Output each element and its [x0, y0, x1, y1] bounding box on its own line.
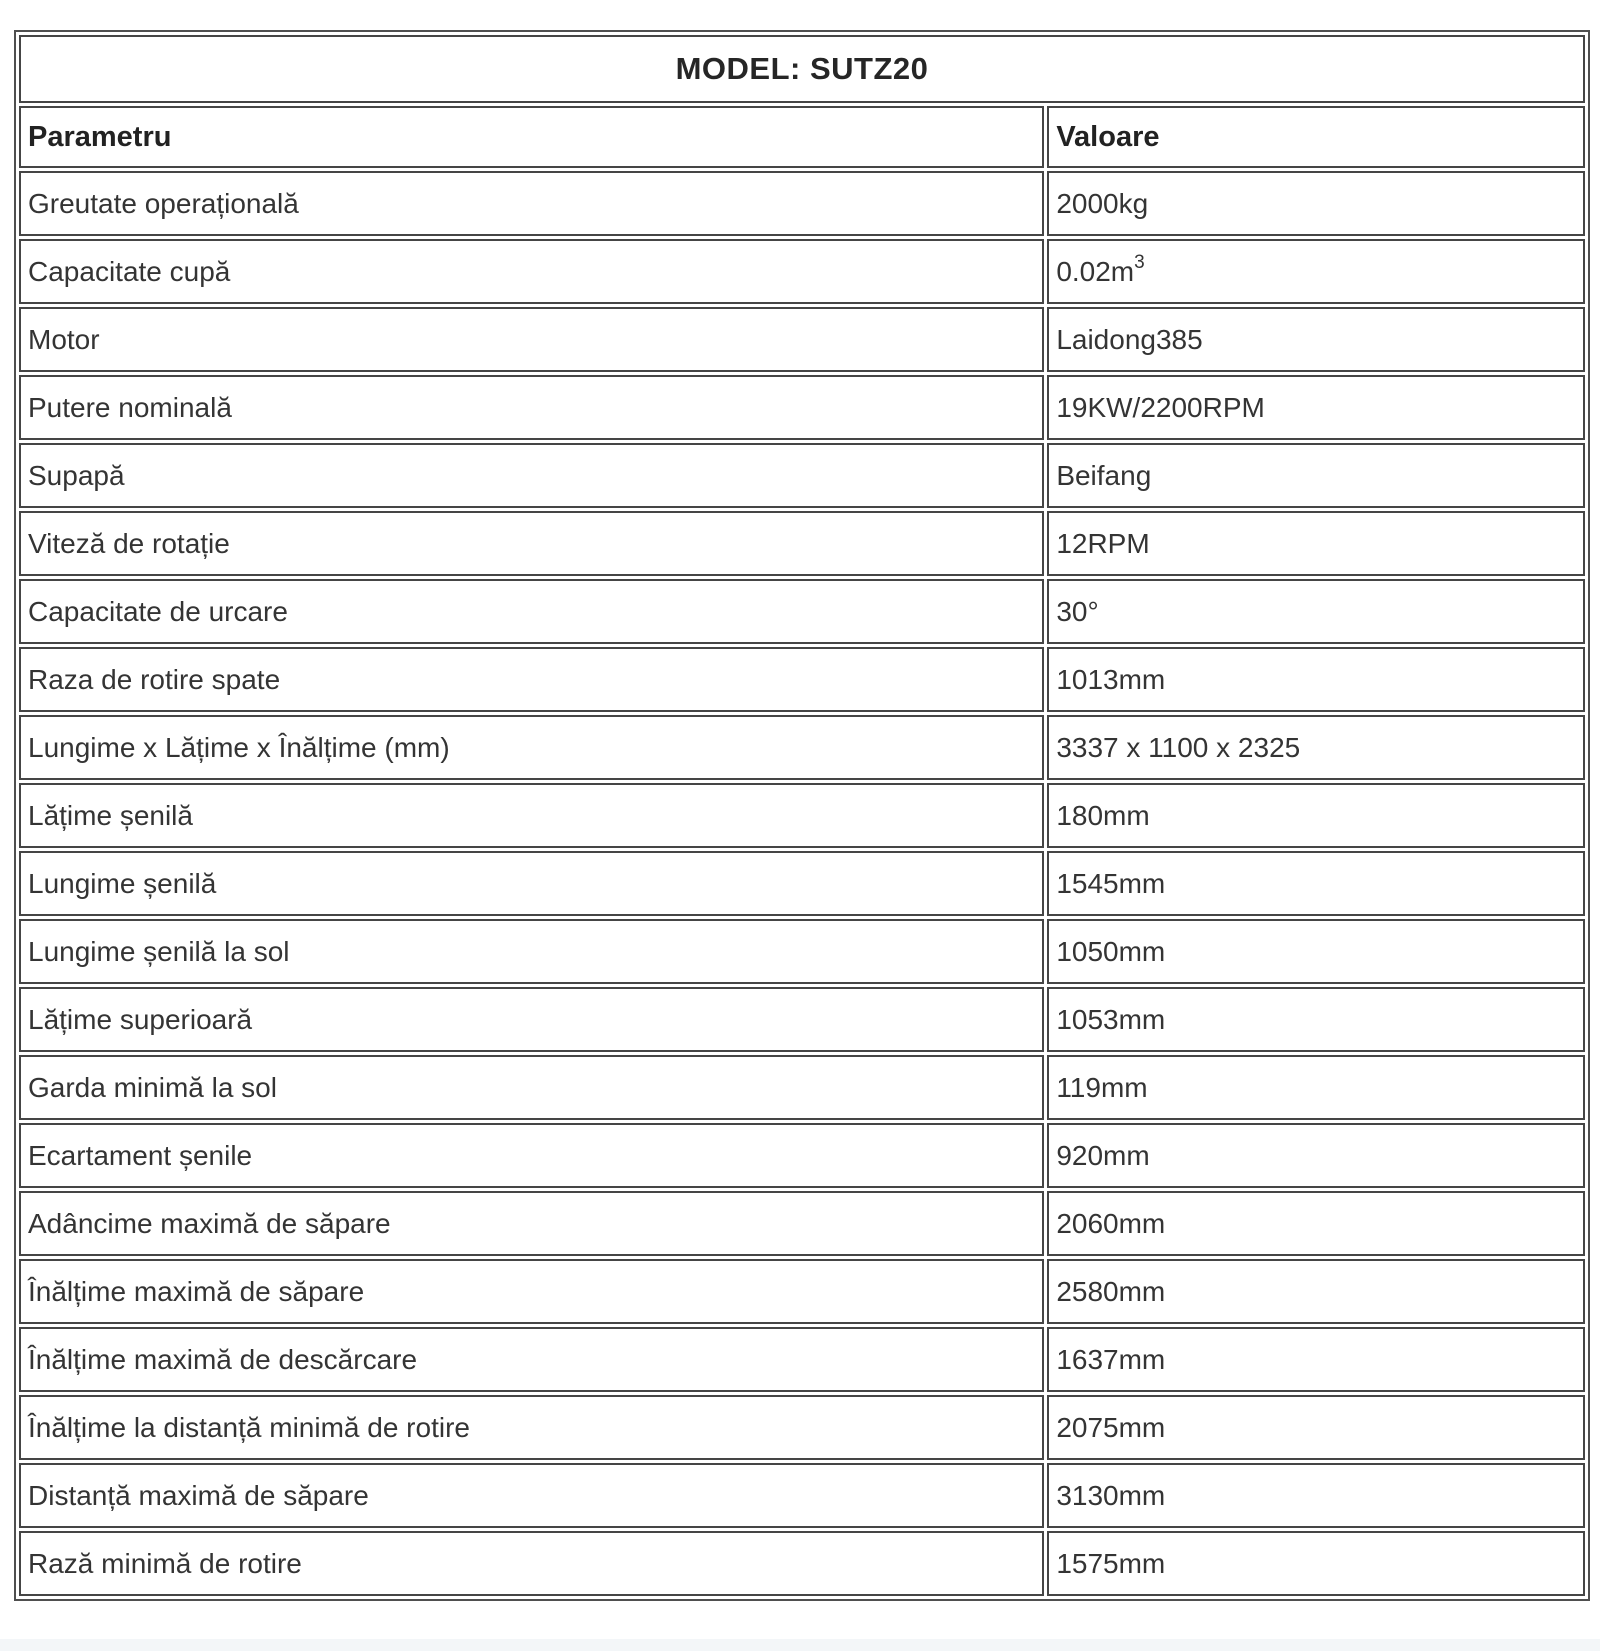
value-text: 2580mm [1056, 1275, 1166, 1307]
value-text: 1050mm [1056, 935, 1166, 967]
param-cell: Distanță maximă de săpare [19, 1463, 1044, 1528]
value-text: 12RPM [1056, 527, 1150, 559]
table-row [19, 1123, 1585, 1188]
table-row [19, 375, 1585, 440]
value-text: 3337 x 1100 x 2325 [1056, 731, 1301, 763]
spec-table [14, 30, 1590, 1601]
value-text: 2060mm [1056, 1207, 1166, 1239]
value-text: 1575mm [1056, 1547, 1166, 1579]
value-cell [1047, 783, 1585, 848]
table-row [19, 1259, 1585, 1324]
table-row [19, 1055, 1585, 1120]
value-cell [1047, 851, 1585, 916]
value-text: 0.02m [1056, 255, 1135, 287]
param-cell: Greutate operațională [19, 171, 1044, 236]
value-text: 19KW/2200RPM [1056, 391, 1265, 423]
value-text: 1545mm [1056, 867, 1166, 899]
value-cell [1047, 1463, 1585, 1528]
value-cell [1047, 715, 1585, 780]
value-cell [1047, 1055, 1585, 1120]
value-superscript: 3 [1134, 252, 1145, 274]
table-row [19, 443, 1585, 508]
value-cell [1047, 1191, 1585, 1256]
param-cell: Înălțime maximă de descărcare [19, 1327, 1044, 1392]
param-cell: Putere nominală [19, 375, 1044, 440]
table-row [19, 987, 1585, 1052]
value-text: 3130mm [1056, 1479, 1166, 1511]
value-text: 1053mm [1056, 1003, 1166, 1035]
value-text: 30° [1056, 595, 1099, 627]
table-row [19, 1463, 1585, 1528]
table-title: MODEL: SUTZ20 [19, 35, 1585, 103]
table-row [19, 919, 1585, 984]
table-row [19, 647, 1585, 712]
column-header-parametru: Parametru [19, 106, 1044, 168]
title-row [19, 35, 1585, 103]
table-row [19, 171, 1585, 236]
value-cell [1047, 239, 1585, 304]
value-text: 1637mm [1056, 1343, 1166, 1375]
column-header-valoare: Valoare [1047, 106, 1585, 168]
value-cell [1047, 443, 1585, 508]
param-cell: Înălțime maximă de săpare [19, 1259, 1044, 1324]
param-cell: Supapă [19, 443, 1044, 508]
table-row [19, 579, 1585, 644]
column-header-row [19, 106, 1585, 168]
param-cell: Lungime șenilă [19, 851, 1044, 916]
bottom-strip [0, 1639, 1600, 1651]
param-cell: Motor [19, 307, 1044, 372]
value-text: 2000kg [1056, 187, 1149, 219]
value-cell [1047, 1531, 1585, 1596]
table-row [19, 307, 1585, 372]
value-cell [1047, 1327, 1585, 1392]
param-cell: Lățime superioară [19, 987, 1044, 1052]
spec-table-body [19, 171, 1585, 1596]
value-text: Beifang [1056, 459, 1152, 491]
param-cell: Viteză de rotație [19, 511, 1044, 576]
table-row [19, 1327, 1585, 1392]
value-cell [1047, 307, 1585, 372]
value-text: 1013mm [1056, 663, 1166, 695]
value-text: 920mm [1056, 1139, 1150, 1171]
table-row [19, 783, 1585, 848]
value-cell [1047, 375, 1585, 440]
value-text: 180mm [1056, 799, 1150, 831]
value-cell [1047, 579, 1585, 644]
value-cell [1047, 1259, 1585, 1324]
param-cell: Ecartament șenile [19, 1123, 1044, 1188]
value-cell [1047, 919, 1585, 984]
table-row [19, 715, 1585, 780]
value-text: 2075mm [1056, 1411, 1166, 1443]
table-row [19, 511, 1585, 576]
value-cell [1047, 1123, 1585, 1188]
value-cell [1047, 511, 1585, 576]
param-cell: Capacitate cupă [19, 239, 1044, 304]
value-cell [1047, 987, 1585, 1052]
value-text: Laidong385 [1056, 323, 1203, 355]
param-cell: Înălțime la distanță minimă de rotire [19, 1395, 1044, 1460]
value-cell [1047, 171, 1585, 236]
param-cell: Capacitate de urcare [19, 579, 1044, 644]
param-cell: Rază minimă de rotire [19, 1531, 1044, 1596]
param-cell: Garda minimă la sol [19, 1055, 1044, 1120]
table-row [19, 851, 1585, 916]
param-cell: Raza de rotire spate [19, 647, 1044, 712]
table-row [19, 1191, 1585, 1256]
param-cell: Lățime șenilă [19, 783, 1044, 848]
table-row [19, 239, 1585, 304]
param-cell: Adâncime maximă de săpare [19, 1191, 1044, 1256]
value-cell [1047, 1395, 1585, 1460]
table-row [19, 1395, 1585, 1460]
param-cell: Lungime x Lățime x Înălțime (mm) [19, 715, 1044, 780]
param-cell: Lungime șenilă la sol [19, 919, 1044, 984]
value-text: 119mm [1056, 1071, 1148, 1103]
table-row [19, 1531, 1585, 1596]
value-cell [1047, 647, 1585, 712]
